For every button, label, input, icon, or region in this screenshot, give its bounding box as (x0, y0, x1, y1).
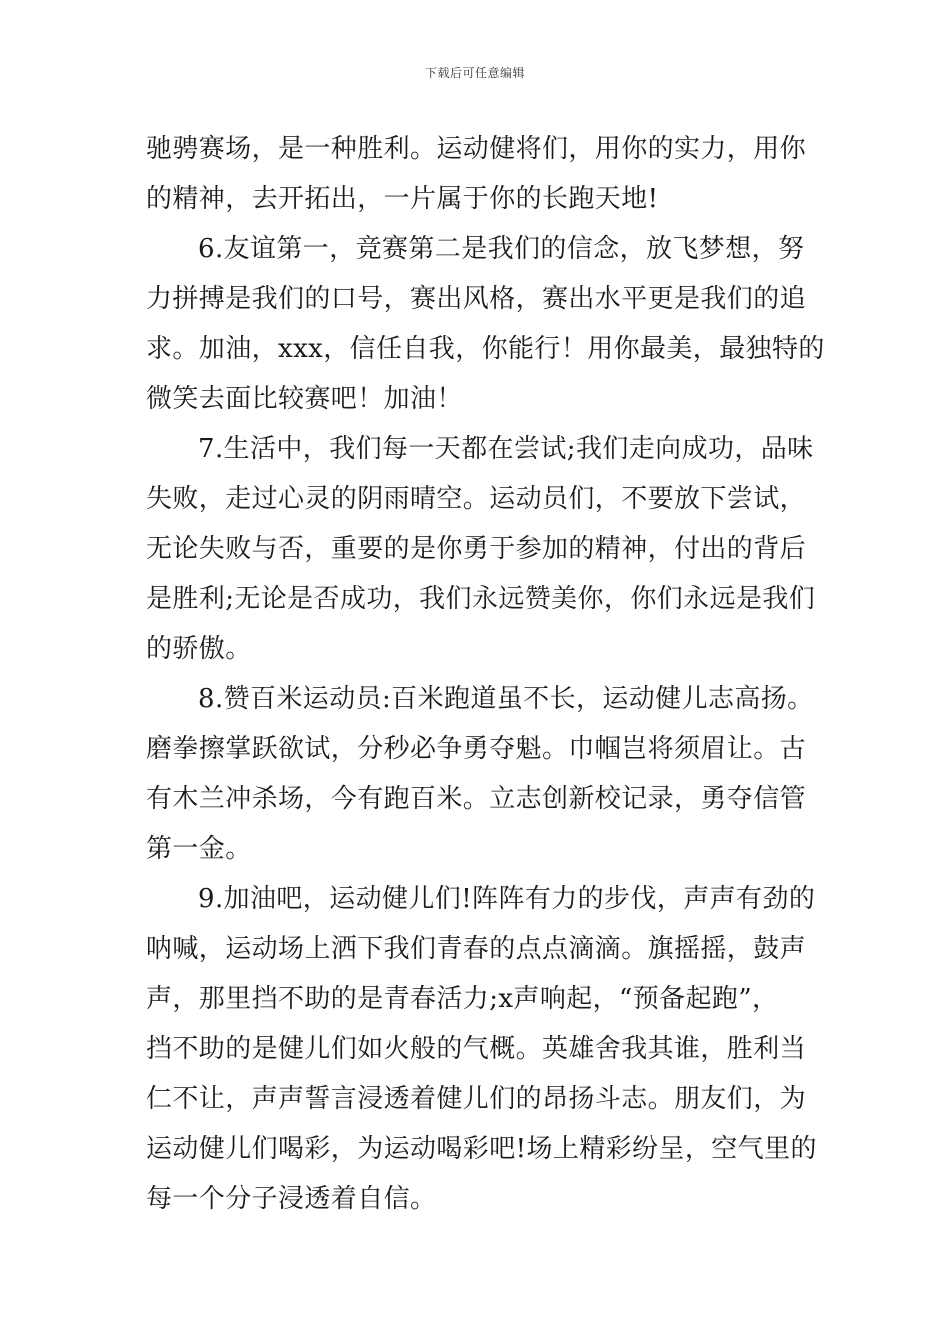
text-line: 仁不让，声声誓言浸透着健儿们的昂扬斗志。朋友们，为 (146, 1084, 807, 1114)
document-body (146, 124, 825, 1224)
text-line: 每一个分子浸透着自信。 (146, 1184, 437, 1214)
page-header: 下载后可任意编辑 (424, 66, 525, 80)
text-line: 的精神，去开拓出，一片属于你的长跑天地! (146, 184, 659, 214)
text-line: 失败，走过心灵的阴雨晴空。运动员们，不要放下尝试， (146, 484, 807, 514)
text-line: 呐喊，运动场上洒下我们青春的点点滴滴。旗摇摇，鼓声 (146, 934, 807, 964)
text-line: 求。加油，xxx，信任自我，你能行！用你最美，最独特的 (146, 334, 825, 364)
text-line: 驰骋赛场，是一种胜利。运动健将们，用你的实力，用你 (146, 134, 807, 164)
text-line: 声，那里挡不助的是青春活力;x声响起，“预备起跑”， (146, 984, 779, 1014)
text-line: 是胜利;无论是否成功，我们永远赞美你，你们永远是我们 (146, 584, 816, 614)
text-line: 力拼搏是我们的口号，赛出风格，赛出水平更是我们的追 (146, 284, 807, 314)
text-line: 微笑去面比较赛吧！加油！ (146, 384, 463, 414)
text-line: 挡不助的是健儿们如火般的气概。英雄舍我其谁，胜利当 (146, 1034, 807, 1064)
paragraph-7-start: 7.生活中，我们每一天都在尝试;我们走向成功，品味 (198, 434, 814, 464)
text-line: 第一金。 (146, 834, 252, 864)
text-line: 有木兰冲杀场，今有跑百米。立志创新校记录，勇夺信管 (146, 784, 807, 814)
paragraph-6-start: 6.友谊第一，竞赛第二是我们的信念，放飞梦想，努 (198, 234, 805, 264)
text-line: 的骄傲。 (146, 634, 252, 664)
paragraph-9-start: 9.加油吧，运动健儿们!阵阵有力的步伐，声声有劲的 (198, 884, 816, 914)
text-line: 无论失败与否，重要的是你勇于参加的精神，付出的背后 (146, 534, 807, 564)
text-line: 磨拳擦掌跃欲试，分秒必争勇夺魁。巾帼岂将须眉让。古 (146, 734, 807, 764)
paragraph-8-start: 8.赞百米运动员:百米跑道虽不长，运动健儿志高扬。 (198, 684, 814, 714)
text-line: 运动健儿们喝彩，为运动喝彩吧!场上精彩纷呈，空气里的 (146, 1134, 817, 1164)
